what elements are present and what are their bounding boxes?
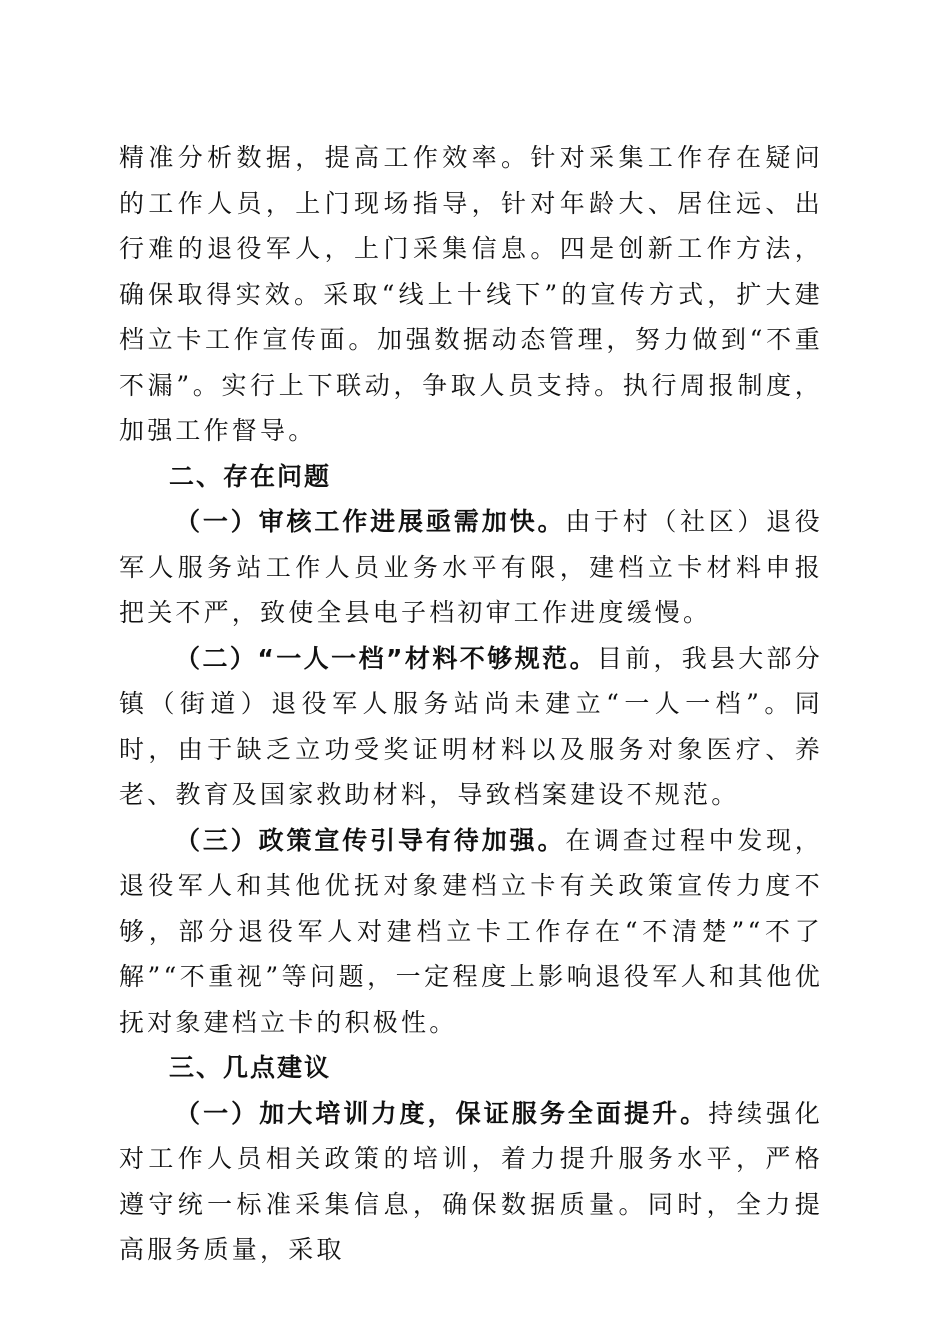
problem-text-3: 在调查过程中发现，退役军人和其他优抚对象建档立卡有关政策宣传力度不够，部分退役军人对建档立卡工作存在“不清楚”“不了解”“不重视”等问题，一定程度上影响退役军人和其他优抚对象建档立卡的积极性。 xyxy=(119,825,823,1037)
section-heading-suggestions: 三、几点建议 xyxy=(169,1053,332,1082)
problem-text-2: 目前，我县大部分镇（街道）退役军人服务站尚未建立“一人一档”。同时，由于缺乏立功受奖证明材料以及服务对象医疗、养老、教育及国家救助材料，导致档案建设不规范。 xyxy=(119,643,823,809)
problem-paragraph-1 xyxy=(119,499,823,636)
problem-text-1: 由于村（社区）退役军人服务站工作人员业务水平有限，建档立卡材料申报把关不严，致使全县电子档初审工作进度缓慢。 xyxy=(119,507,823,627)
problem-lead-2: （二）“一人一档”材料不够规范。 xyxy=(175,643,598,673)
intro-paragraph: 精准分析数据，提高工作效率。针对采集工作存在疑问的工作人员，上门现场指导，针对年龄大、居住远、出行难的退役军人，上门采集信息。四是创新工作方法，确保取得实效。采取“线上十线下”的宣传方式，扩大建档立卡工作宣传面。加强数据动态管理，努力做到“不重不漏”。实行上下联动，争取人员支持。执行周报制度，加强工作督导。 xyxy=(119,143,823,445)
suggestion-text-1: 持续强化对工作人员相关政策的培训，着力提升服务水平，严格遵守统一标准采集信息，确保数据质量。同时，全力提高服务质量，采取 xyxy=(119,1098,823,1264)
section-heading-problems: 二、存在问题 xyxy=(169,461,332,491)
suggestion-paragraph-1 xyxy=(119,1091,823,1273)
suggestion-lead-1: （一）加大培训力度，保证服务全面提升。 xyxy=(175,1098,709,1128)
problem-paragraph-3 xyxy=(119,818,823,1046)
problem-lead-1: （一）审核工作进展亟需加快。 xyxy=(175,507,566,536)
document-body xyxy=(119,135,823,1273)
problem-paragraph-2 xyxy=(119,636,823,818)
problem-lead-3: （三）政策宣传引导有待加强。 xyxy=(175,825,566,855)
